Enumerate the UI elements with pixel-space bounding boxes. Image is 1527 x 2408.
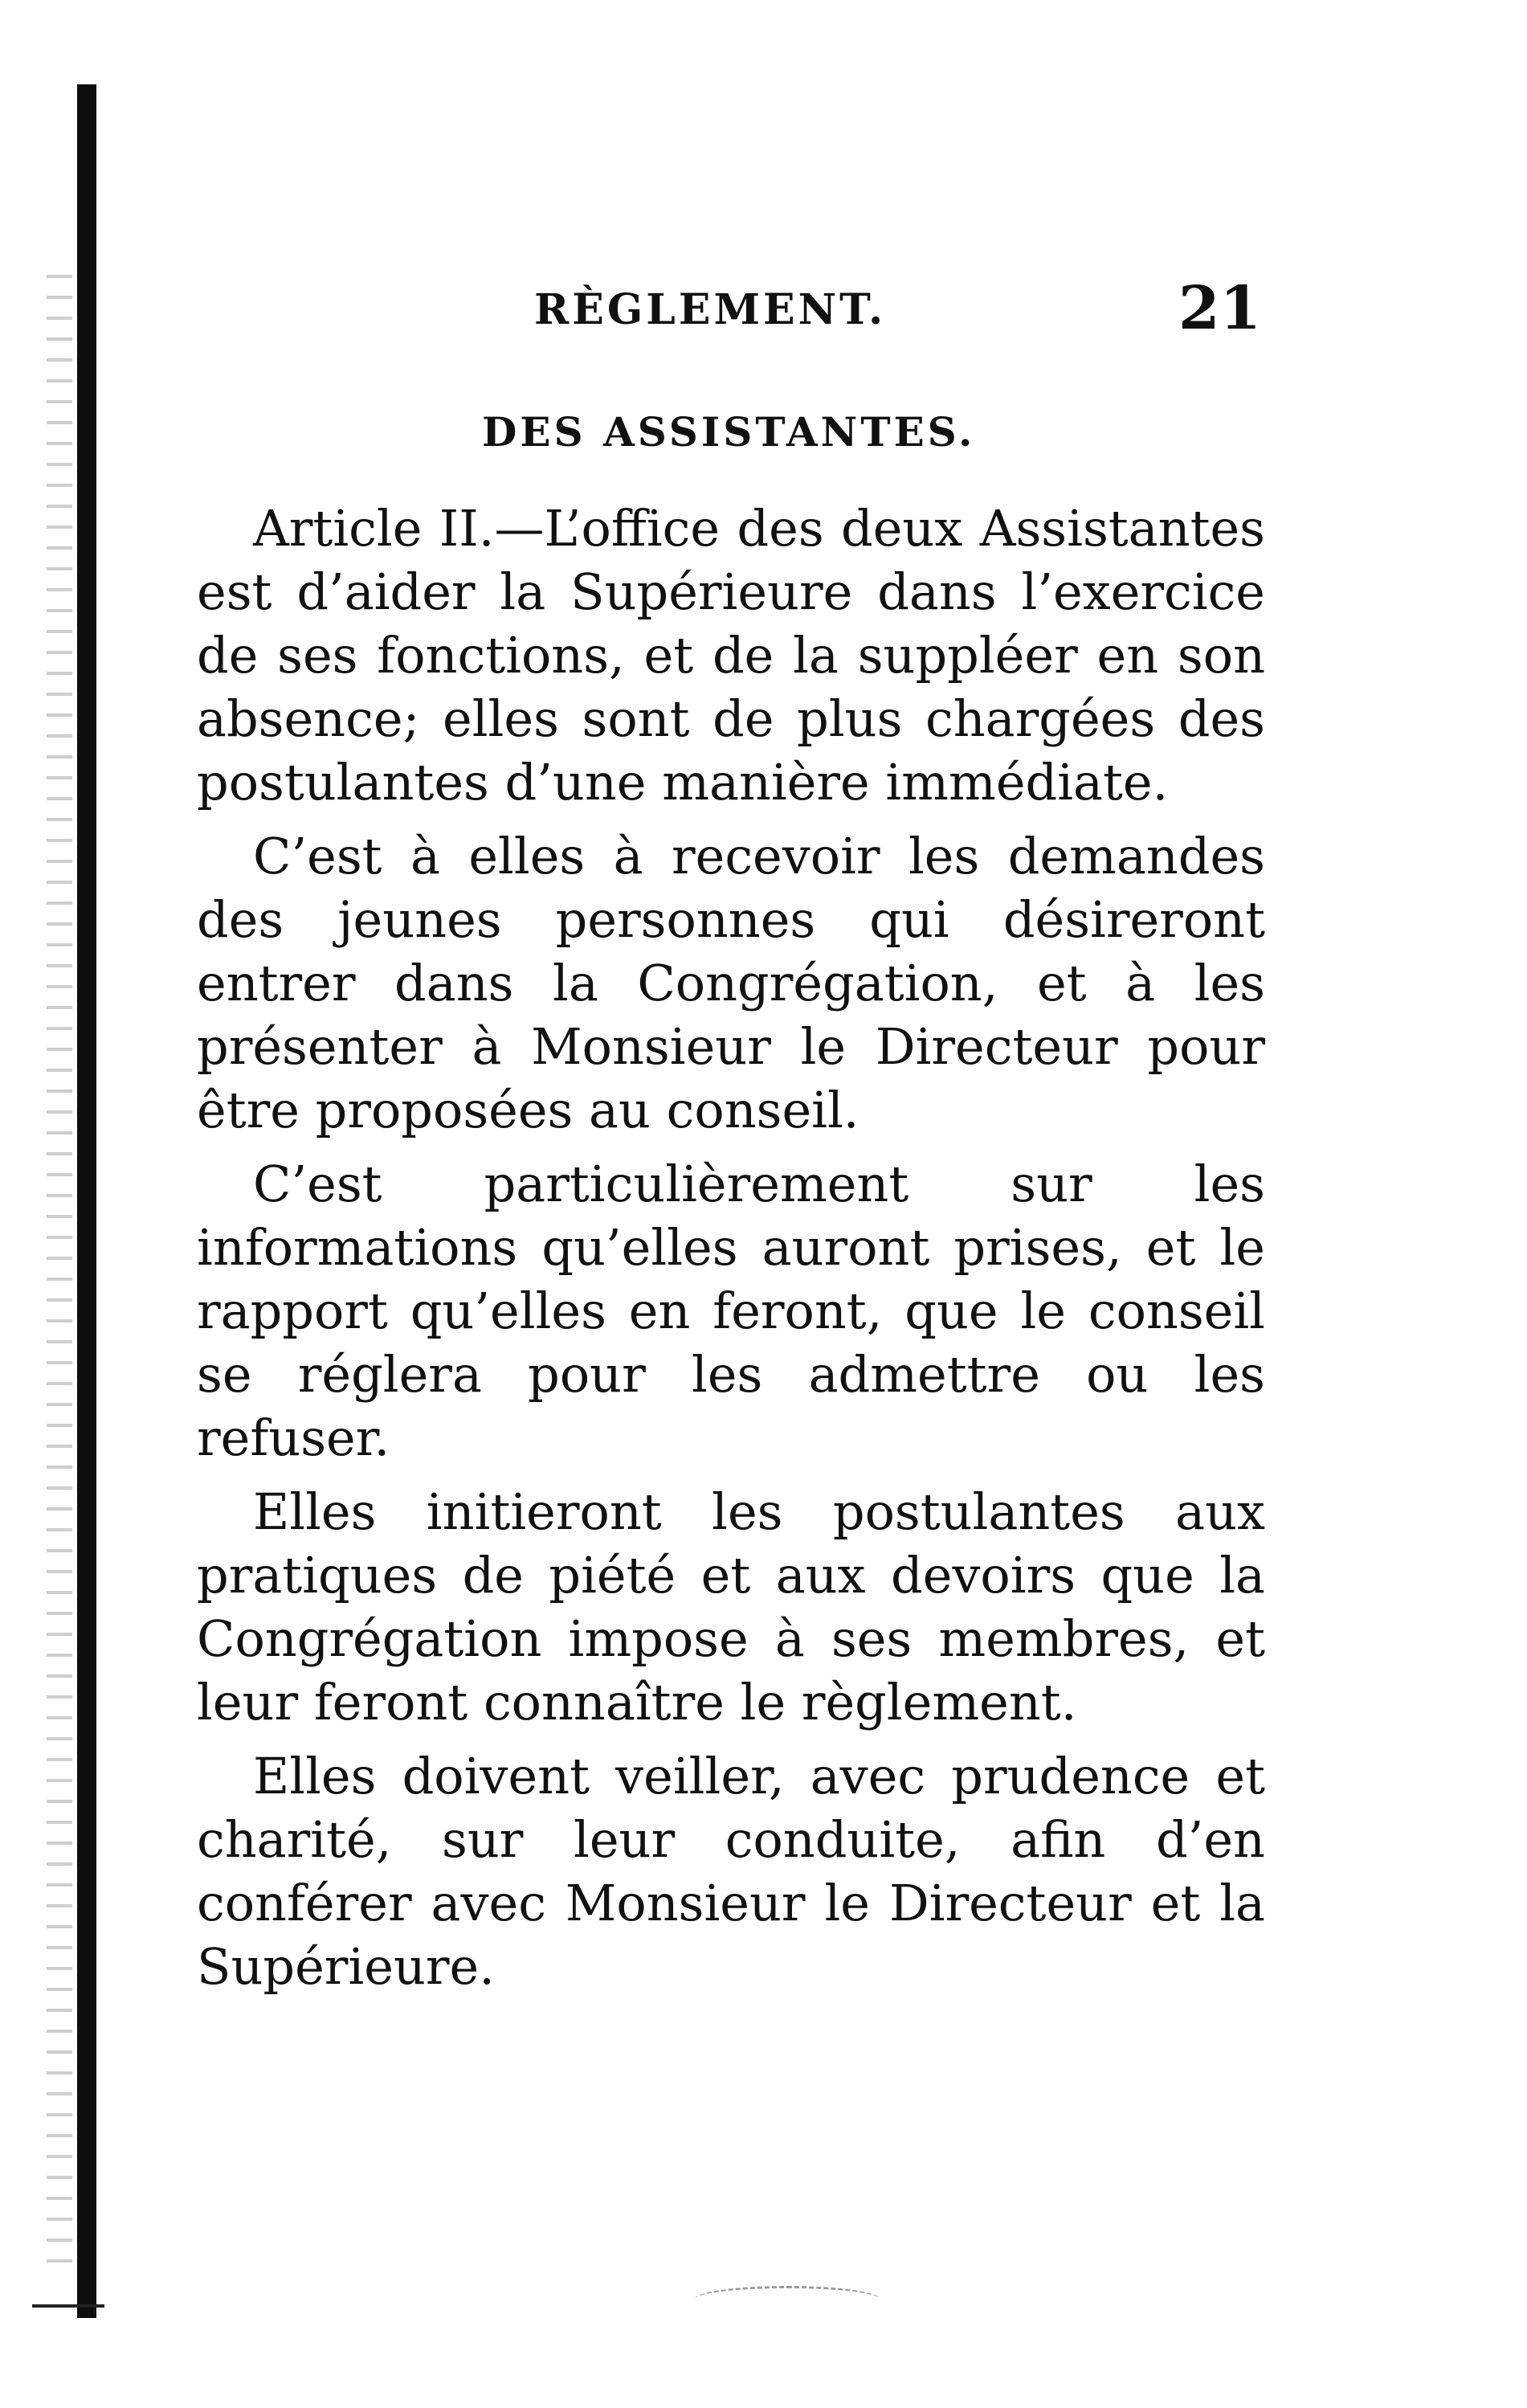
bottom-edge-mark [32,2304,104,2308]
paragraph-article-ii: Article II.—L’office des deux Assistantes est d’aider la Supérieure dans l’exercice de ses fonctions, et de la suppléer en son absence; elles sont de plus chargées des postulantes d’une manière immédiate. [197,499,1265,812]
paragraph-demandes: C’est à elles à recevoir les demandes des jeunes personnes qui désireront entrer dans la Congrégation, et à les présenter à Monsieur le Directeur pour être proposées au conseil. [197,827,1265,1139]
paragraph-postulantes: Elles initieront les postulantes aux pratiques de piété et aux devoirs que la Congrégation impose à ses membres, et leur feront connaître le règlement. [197,1482,1265,1731]
page-number: 21 [1178,274,1261,343]
binding-shadow [47,257,72,2266]
section-title: DES ASSISTANTES. [482,408,976,456]
paragraph-veiller: Elles doivent veiller, avec prudence et charité, sur leur conduite, afin d’en conférer avec Monsieur le Directeur et la Supérieure. [197,1747,1265,1996]
paragraph-informations: C’est particulièrement sur les informations qu’elles auront prises, et le rapport qu’elles en feront, que le conseil se réglera pour les admettre ou les refuser. [197,1155,1265,1467]
binding-edge [77,84,96,2318]
body-text [197,497,1265,2009]
ink-smudge [695,2286,880,2312]
running-title: RÈGLEMENT. [534,285,887,334]
running-head [197,274,1261,350]
